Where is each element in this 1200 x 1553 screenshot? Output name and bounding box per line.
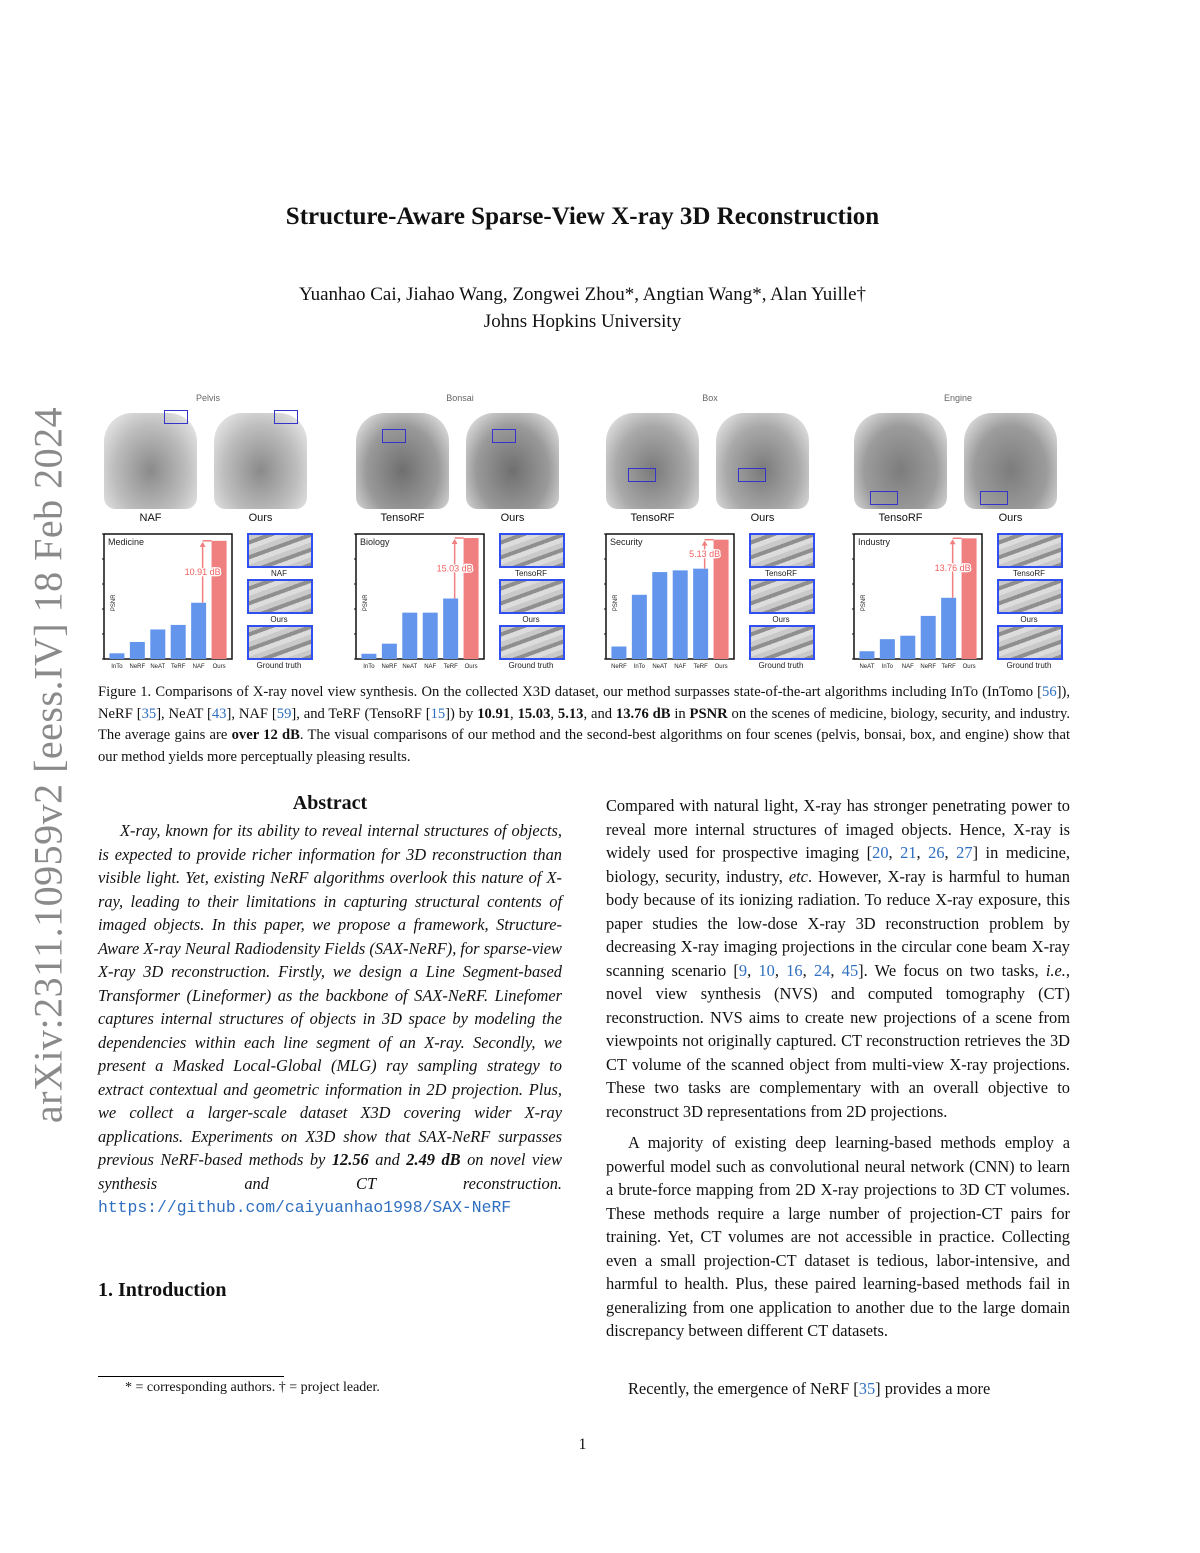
citation-link[interactable]: 16 <box>786 960 803 980</box>
bar-ours <box>464 538 479 659</box>
text-span: , novel view synthesis (NVS) and computed tomography (CT) reconstruction. NVS aims to create new projections of a scene from viewpoints not originally captured. CT reconstruction retrieves the 3D CT volume of the scanned object from multi-view X-ray projections. These two tasks are complementary with an overall objective to reconstruct 3D representations from 2D projections. <box>606 960 1070 1121</box>
y-axis-label: PSNR <box>613 594 619 612</box>
intro-column-right <box>606 794 1070 1123</box>
code-url-link[interactable]: https://github.com/caiyuanhao1998/SAX-NeRF <box>98 1198 512 1217</box>
bar-neat <box>402 613 417 659</box>
x-tick-label: NeAT <box>652 664 668 670</box>
patch-label: Ours <box>270 615 288 624</box>
bar-ours <box>212 541 227 659</box>
zoomed-patch-1 <box>997 579 1063 614</box>
bar-neat <box>150 629 165 659</box>
zoom-region-box <box>382 429 406 443</box>
bar-into <box>109 653 124 659</box>
x-tick-label: InTo <box>881 664 894 670</box>
bar-nerf <box>382 644 397 659</box>
text-span: Recently, the emergence of NeRF [ <box>628 1379 859 1398</box>
patch-label: NAF <box>271 569 287 578</box>
bar-neat <box>652 572 667 659</box>
gain-label: 13.76 dB <box>934 563 971 574</box>
zoomed-patch-2 <box>499 625 565 660</box>
x-tick-label: NAF <box>192 664 205 670</box>
right-render-label: Ours <box>248 512 273 524</box>
bar-terf <box>941 598 956 659</box>
right-render-image <box>958 405 1063 513</box>
x-tick-label: TeRF <box>693 664 708 670</box>
x-tick-label: NeAT <box>150 664 166 670</box>
citation-link[interactable]: 35 <box>141 705 157 722</box>
scene-label: Pelvis <box>195 393 220 403</box>
text-span: etc <box>788 866 808 886</box>
x-tick-label: InTo <box>633 664 646 670</box>
xray-object <box>716 413 809 509</box>
right-render-image <box>710 405 815 513</box>
text-span: and <box>368 1150 407 1169</box>
page-number: 1 <box>578 1436 587 1453</box>
section-heading-introduction: 1. Introduction <box>98 1279 227 1301</box>
text-span: Figure 1. Comparisons of X-ray novel view synthesis. On the collected X3D dataset, our method surpasses state-of-the-art algorithms including InTo (InTomo [ <box>98 684 1043 700</box>
x-tick-label: InTo <box>363 664 375 670</box>
intro-paragraph-1-cont <box>606 794 1070 1123</box>
figure-panel-pelvis <box>98 390 318 675</box>
zoom-region-box <box>870 491 898 505</box>
patch-label: Ours <box>772 615 790 624</box>
citation-link[interactable]: 24 <box>813 960 831 980</box>
text-span: . However, X-ray is harmful to human body because of its ionizing radiation. To reduce X-ray exposure, this paper studies the low-dose X-ray 3D reconstruction problem by decreasing X-ray imaging projections in the circular cone beam X-ray scanning scenario [ <box>606 866 1070 980</box>
text-span: in <box>670 705 690 722</box>
bar-naf <box>900 636 915 659</box>
bar-terf <box>443 599 458 659</box>
citation-link[interactable]: 59 <box>276 705 292 722</box>
text-span: , and <box>583 705 616 722</box>
intro-paragraph-3 <box>606 1377 1070 1401</box>
citation-link[interactable]: 15 <box>430 705 446 722</box>
x-tick-label: NAF <box>674 664 687 670</box>
text-span: 13.76 dB <box>615 705 671 722</box>
patch-label: TensoRF <box>764 569 797 578</box>
paper-title: Structure-Aware Sparse-View X-ray 3D Reconstruction <box>285 203 880 230</box>
gain-label: 5.13 dB <box>689 549 721 560</box>
figure-caption <box>98 682 1070 768</box>
xray-object <box>606 413 699 509</box>
bar-into <box>632 595 647 659</box>
text-span: i.e. <box>1045 960 1066 980</box>
xray-object <box>104 413 197 509</box>
x-tick-label: Ours <box>962 664 976 670</box>
text-span: , <box>510 705 518 722</box>
author-list: Yuanhao Cai, Jiahao Wang, Zongwei Zhou*, Angtian Wang*, Alan Yuille† <box>298 284 867 305</box>
x-tick-label: NAF <box>424 664 437 670</box>
patch-label: Ground truth <box>758 661 804 670</box>
text-span: 15.03 <box>517 705 551 722</box>
paragraph <box>606 1131 1070 1343</box>
left-render-label: NAF <box>139 512 162 524</box>
scene-label: Engine <box>943 393 973 403</box>
x-tick-label: NeRF <box>920 664 937 670</box>
psnr-bar-chart <box>848 532 983 672</box>
x-tick-label: InTo <box>111 664 123 670</box>
text-span: 5.13 <box>557 705 584 722</box>
text-span: , <box>802 960 814 980</box>
left-render-image <box>350 405 455 513</box>
bar-terf <box>693 569 708 659</box>
citation-link[interactable]: 9 <box>738 960 748 980</box>
left-render-image <box>848 405 953 513</box>
bar-into <box>361 654 376 659</box>
xray-object <box>854 413 947 509</box>
text-span: ], NeAT [ <box>156 705 212 722</box>
citation-link[interactable]: 45 <box>841 960 859 980</box>
zoomed-patch-2 <box>997 625 1063 660</box>
zoomed-patch-0 <box>997 533 1063 568</box>
text-span: , <box>550 705 558 722</box>
abstract-text <box>98 819 562 1220</box>
text-span: X-ray, known for its ability to reveal internal structures of objects, is expected to provide richer information for 3D reconstruction than visible light. Yet, existing NeRF algorithms overlook this nature of X-ray, leading to their limitations in capturing structural contents of imaged objects. In this paper, we propose a framework, Structure-Aware X-ray Neural Radiodensity Fields (SAX-NeRF), for sparse-view X-ray 3D reconstruction. Firstly, we design a Line Segment-based Transformer (Lineformer) as the backbone of SAX-NeRF. Linefomer captures internal structures of objects in 3D space by modeling the dependencies within each line segment of an X-ray. Secondly, we present a Masked Local-Global (MLG) ray sampling strategy to extract contextual and geometric information in 2D projection. Plus, we collect a larger-scale dataset X3D covering wider X-ray applications. Experiments on X3D show that SAX-NeRF surpasses previous NeRF-based methods by <box>98 821 562 1169</box>
text-span: on the scenes of medicine, biology, security, and industry. The average gains are <box>98 705 1070 744</box>
patch-label: Ground truth <box>1006 661 1052 670</box>
x-tick-label: TeRF <box>941 664 956 670</box>
x-tick-label: Ours <box>212 664 226 670</box>
zoomed-patch-0 <box>247 533 313 568</box>
patch-label: Ours <box>522 615 540 624</box>
bar-into <box>880 639 895 659</box>
left-render-image <box>98 405 203 513</box>
text-span: ], and TeRF (TensoRF [ <box>291 705 431 722</box>
patch-label: TensoRF <box>1012 569 1045 578</box>
citation-link[interactable]: 26 <box>928 843 945 862</box>
bar-nerf <box>611 647 626 660</box>
text-span: 12.56 <box>331 1150 369 1169</box>
y-axis-label: PSNR <box>363 594 369 612</box>
left-render-label: TensoRF <box>630 512 675 524</box>
x-tick-label: NeAT <box>859 664 875 670</box>
text-span: , <box>830 960 842 980</box>
text-span: PSNR <box>689 705 728 722</box>
left-render-label: TensoRF <box>878 512 923 524</box>
left-render-label: TensoRF <box>380 512 425 524</box>
zoom-region-box <box>738 468 766 482</box>
zoomed-patch-2 <box>247 625 313 660</box>
patch-label: Ours <box>1020 615 1038 624</box>
xray-object <box>214 413 307 509</box>
right-render-image <box>460 405 565 513</box>
text-span: ]. We focus on two tasks, <box>858 960 1046 980</box>
zoomed-patch-0 <box>499 533 565 568</box>
zoomed-patch-1 <box>749 579 815 614</box>
patch-label: TensoRF <box>514 569 547 578</box>
text-span: , <box>747 960 759 980</box>
text-span: Compared with natural light, X-ray has stronger penetrating power to reveal more internal structures of imaged objects. Hence, X-ray is widely used for prospective imaging [ <box>606 796 1070 862</box>
xray-object <box>356 413 449 509</box>
scene-label: Bonsai <box>446 393 474 403</box>
text-span: ] provides a more <box>875 1379 991 1398</box>
right-render-label: Ours <box>500 512 525 524</box>
zoomed-patch-1 <box>499 579 565 614</box>
right-render-label: Ours <box>998 512 1023 524</box>
zoom-region-box <box>492 429 516 443</box>
y-axis-label: PSNR <box>861 594 867 612</box>
right-render-label: Ours <box>750 512 775 524</box>
x-tick-label: NeRF <box>611 664 627 670</box>
bar-nerf <box>921 616 936 659</box>
zoomed-patch-2 <box>749 625 815 660</box>
text-span: ] in medicine, biology, security, industry, <box>606 843 1070 886</box>
intro-paragraph-2 <box>606 1131 1070 1343</box>
zoomed-patch-0 <box>749 533 815 568</box>
bar-naf <box>423 613 438 659</box>
text-span: , <box>916 843 929 862</box>
figure-panel-bonsai <box>350 390 570 675</box>
text-span: ], NAF [ <box>226 705 277 722</box>
x-tick-label: Ours <box>714 664 728 670</box>
text-span: , <box>774 960 787 980</box>
zoom-region-box <box>980 491 1008 505</box>
text-span: . The visual comparisons of our method and the second-best algorithms on four scenes (pelvis, bonsai, box, and engine) show that our method yields more perceptually pleasing results. <box>98 727 1071 765</box>
gain-arrowhead <box>950 539 956 544</box>
bar-terf <box>171 625 186 659</box>
x-tick-label: NAF <box>901 664 914 670</box>
x-tick-label: Ours <box>464 664 478 670</box>
affiliation: Johns Hopkins University <box>483 311 682 332</box>
right-render-image <box>208 405 313 513</box>
footnote: * = corresponding authors. † = project leader. <box>125 1380 380 1395</box>
text-span: ]) by <box>445 705 478 722</box>
chart-title: Industry <box>858 537 891 547</box>
x-tick-label: NeRF <box>381 664 398 670</box>
bar-ours <box>962 538 977 659</box>
x-tick-label: TeRF <box>443 664 458 670</box>
abstract-heading: Abstract <box>292 792 368 814</box>
text-span: , <box>888 843 901 862</box>
gain-label: 10.91 dB <box>184 566 221 577</box>
chart-title: Security <box>610 537 643 547</box>
psnr-bar-chart <box>98 532 233 672</box>
zoom-region-box <box>164 410 188 424</box>
gain-arrowhead <box>452 539 458 544</box>
scene-label: Box <box>702 393 718 403</box>
patch-label: Ground truth <box>256 661 302 670</box>
text-span: , <box>944 843 957 862</box>
x-tick-label: NeRF <box>129 664 146 670</box>
zoom-region-box <box>274 410 298 424</box>
paragraph <box>606 1377 1070 1401</box>
psnr-bar-chart <box>600 532 735 672</box>
text-span: 10.91 <box>477 705 511 722</box>
footnote-rule <box>98 1376 284 1377</box>
chart-title: Medicine <box>108 537 145 547</box>
psnr-bar-chart <box>350 532 485 672</box>
citation-link[interactable]: 56 <box>1042 684 1057 700</box>
x-tick-label: NeAT <box>402 664 418 670</box>
arxiv-watermark: arXiv:2311.10959v2 [eess.IV] 18 Feb 2024 <box>25 406 71 1124</box>
text-span: on novel view synthesis and CT reconstruction. <box>98 1150 563 1193</box>
left-render-image <box>600 405 705 513</box>
figure-panel-engine <box>848 390 1068 675</box>
citation-link[interactable]: 21 <box>900 843 917 862</box>
citation-link[interactable]: 10 <box>758 960 775 980</box>
figure-panel-box <box>600 390 820 675</box>
citation-link[interactable]: 35 <box>858 1379 876 1398</box>
text-span: ]), NeRF [ <box>98 684 1070 722</box>
zoomed-patch-1 <box>247 579 313 614</box>
patch-label: Ground truth <box>508 661 554 670</box>
bar-naf <box>191 603 206 659</box>
bar-naf <box>673 570 688 659</box>
bar-nerf <box>130 642 145 659</box>
gain-arrowhead <box>200 542 206 547</box>
abstract-paragraph <box>98 819 562 1220</box>
gain-arrowhead <box>702 541 708 546</box>
citation-link[interactable]: 43 <box>211 705 227 722</box>
y-axis-label: PSNR <box>111 594 117 612</box>
xray-object <box>466 413 559 509</box>
text-span: 2.49 dB <box>406 1150 461 1169</box>
bar-neat <box>859 651 874 659</box>
x-tick-label: TeRF <box>171 664 186 670</box>
citation-link[interactable]: 20 <box>872 843 889 862</box>
text-span: over 12 dB <box>231 727 300 744</box>
citation-link[interactable]: 27 <box>956 843 973 862</box>
zoom-region-box <box>628 468 656 482</box>
chart-title: Biology <box>360 537 390 547</box>
xray-object <box>964 413 1057 509</box>
text-span: A majority of existing deep learning-based methods employ a powerful model such as convolutional neural network (CNN) to learn a brute-force mapping from 2D X-ray projections to 3D CT volumes. These methods require a large number of projection-CT pairs for training. Yet, CT volumes are not accessible in practice. Collecting even a small projection-CT dataset is tedious, labor-intensive, and harmful to health. Plus, these paired learning-based methods fail in generalizing from one application to another due to the large domain discrepancy between different CT datasets. <box>606 1133 1070 1340</box>
gain-label: 15.03 dB <box>436 563 473 574</box>
